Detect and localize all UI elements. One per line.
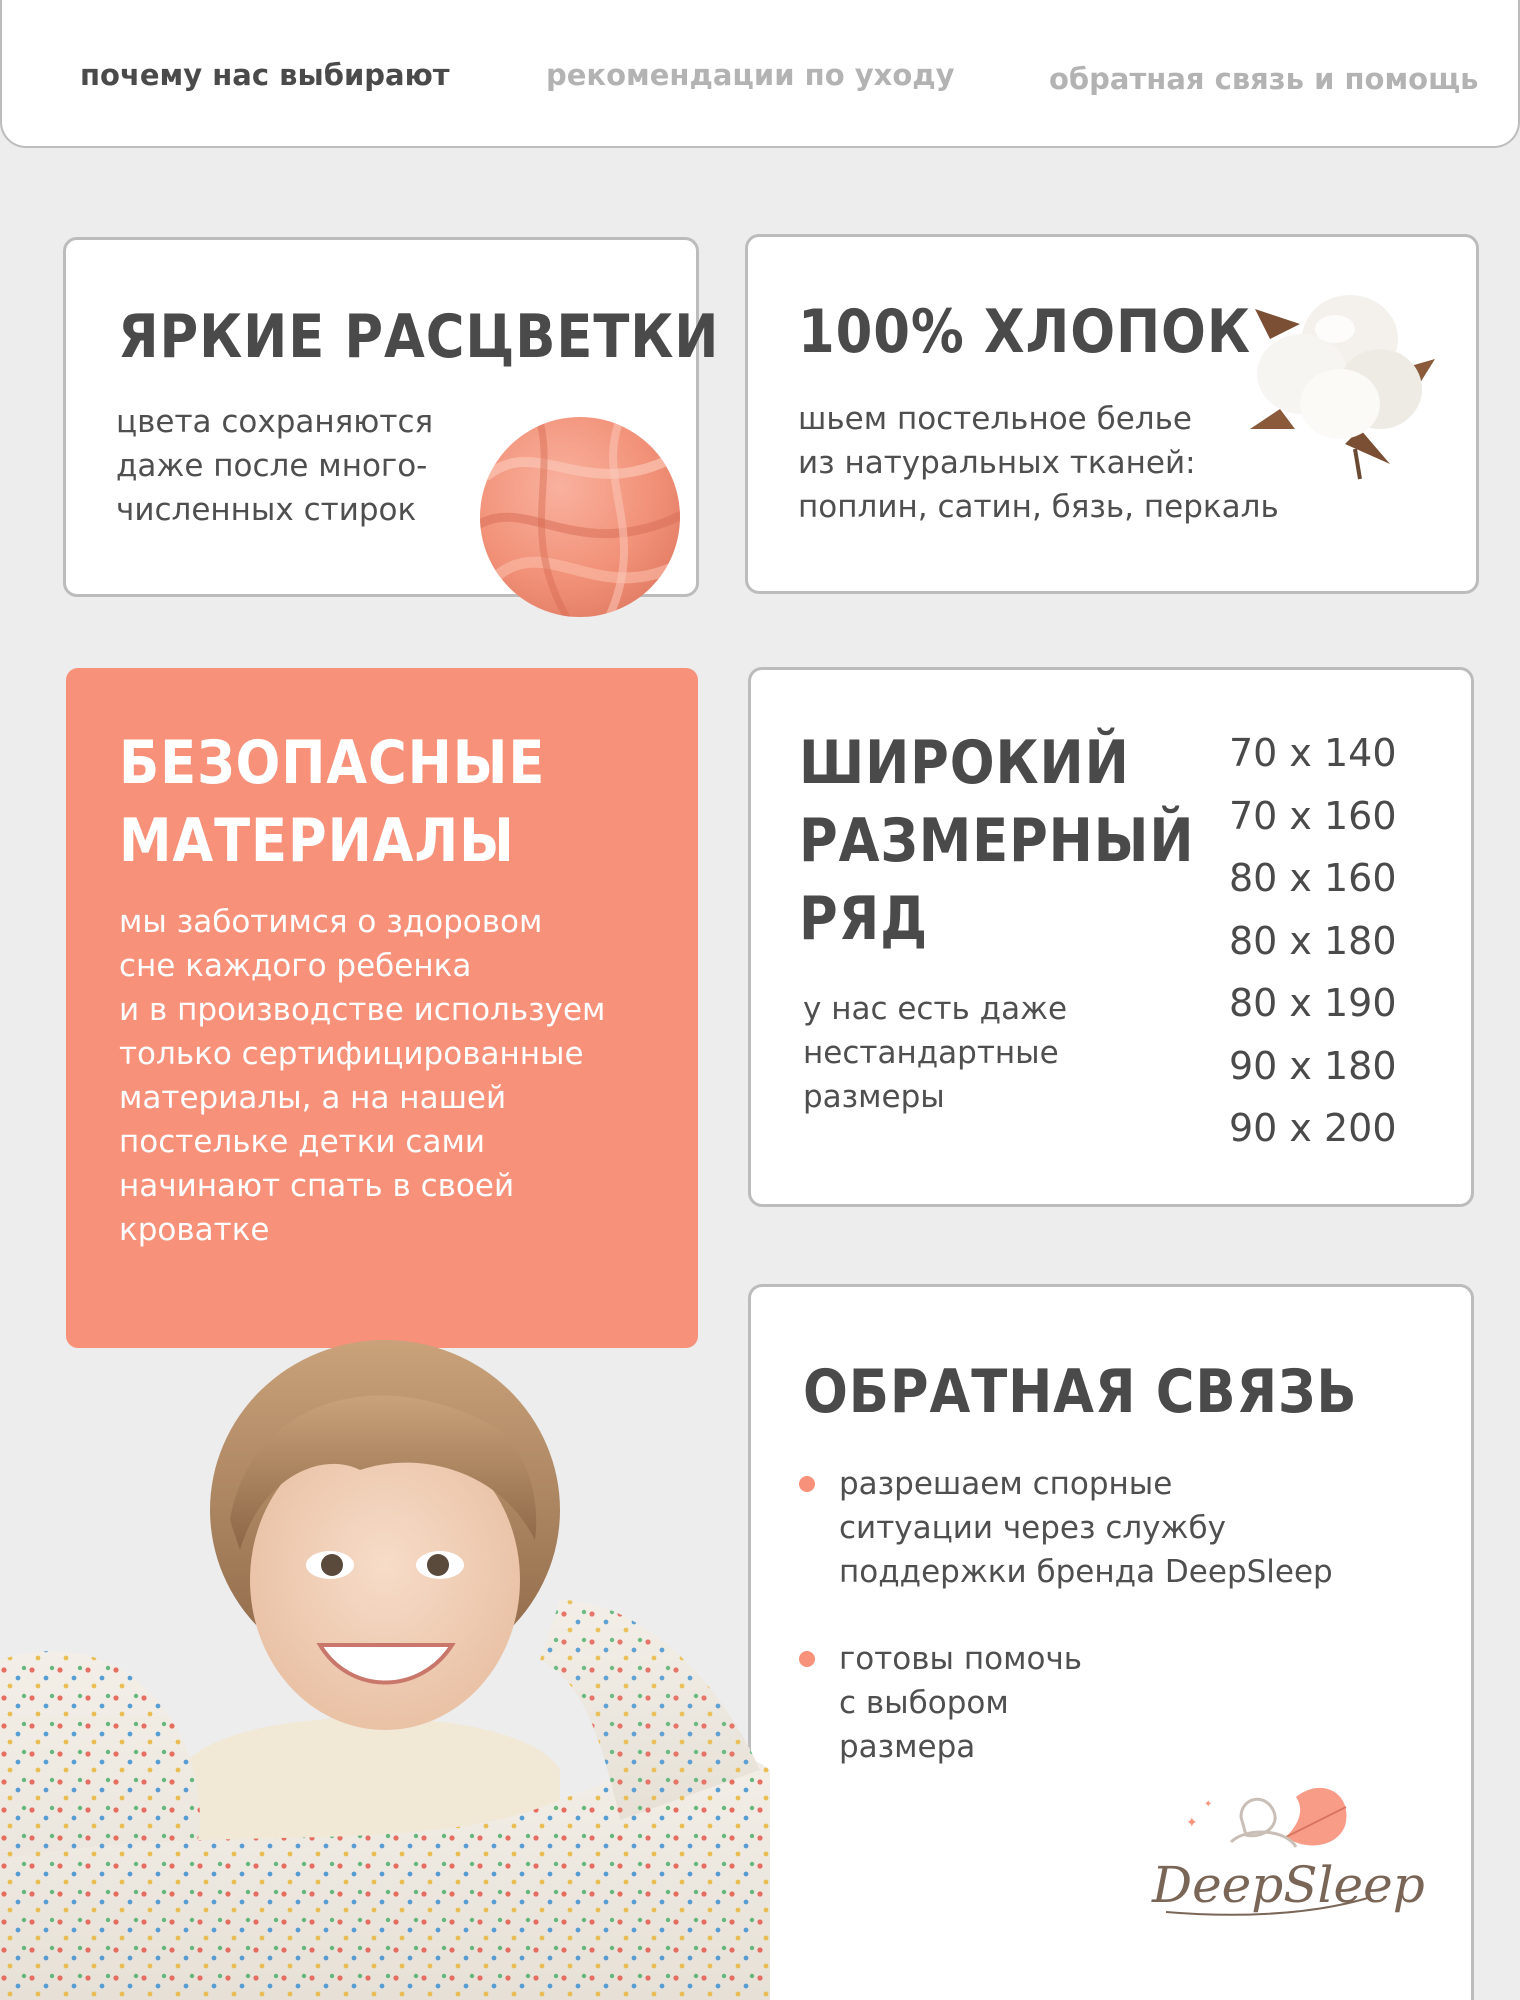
- feedback-title: ОБРАТНАЯ СВЯЗЬ: [803, 1357, 1358, 1427]
- bright-colors-text: цвета сохраняются даже после много- численных стирок: [116, 404, 434, 528]
- cotton-card: [745, 234, 1479, 594]
- cotton-text: шьем постельное белье из натуральных тканей: поплин, сатин, бязь, перкаль: [798, 401, 1279, 525]
- cotton-boll-image: [1240, 279, 1440, 479]
- bullet-dot-icon: [799, 1476, 815, 1492]
- bullet-dot-icon: [799, 1651, 815, 1667]
- feedback-bullet: [799, 1637, 1459, 1777]
- size-item: 90 x 180: [1229, 1043, 1397, 1088]
- tab-care-recommendations[interactable]: рекомендации по уходу: [546, 58, 955, 92]
- feedback-card: [748, 1284, 1474, 2000]
- safe-materials-card: [66, 668, 698, 1348]
- safe-materials-title-line2: МАТЕРИАЛЫ: [119, 806, 515, 876]
- size-list: [1229, 722, 1397, 1160]
- bright-colors-title: ЯРКИЕ РАСЦВЕТКИ: [118, 302, 720, 372]
- deepsleep-logo-text: DeepSleep: [1152, 1856, 1425, 1914]
- tab-why-us[interactable]: почему нас выбирают: [80, 58, 450, 92]
- sizes-title-line2: РАЗМЕРНЫЙ: [799, 806, 1195, 876]
- bright-colors-card: [63, 237, 720, 597]
- size-item: 80 x 160: [1229, 856, 1397, 900]
- feedback-bullet-text: разрешаем спорные ситуации через службу поддержки бренда DeepSleep: [839, 1466, 1333, 1590]
- sizes-title-line1: ШИРОКИЙ: [799, 728, 1130, 798]
- sizes-card: [748, 667, 1474, 1207]
- sizes-title-line3: РЯД: [799, 884, 929, 954]
- feedback-bullet: [799, 1462, 1459, 1602]
- svg-text:✦: ✦: [1186, 1815, 1198, 1831]
- size-item: 80 x 190: [1229, 981, 1397, 1025]
- sizes-text: у нас есть даже нестандартные размеры: [803, 991, 1068, 1115]
- cotton-title: 100% ХЛОПОК: [798, 297, 1251, 367]
- child-photo: [0, 1300, 770, 2000]
- top-navigation: [0, 0, 1520, 148]
- svg-text:✦: ✦: [1204, 1799, 1213, 1810]
- feedback-bullet-text: готовы помочь с выбором размера: [839, 1641, 1083, 1765]
- size-item: 70 x 160: [1229, 793, 1397, 838]
- deepsleep-logo: [1146, 1767, 1425, 1927]
- size-item: 70 x 140: [1229, 731, 1397, 775]
- size-item: 80 x 180: [1229, 918, 1397, 963]
- safe-materials-title-line1: БЕЗОПАСНЫЕ: [119, 728, 546, 798]
- fabric-image: [478, 415, 682, 619]
- size-item: 90 x 200: [1229, 1106, 1397, 1150]
- tab-feedback-help[interactable]: обратная связь и помощь: [1049, 62, 1479, 96]
- safe-materials-text: мы заботимся о здоровом сне каждого ребенка и в производстве используем только сертифицированные материалы, а на нашей постельке детки сами начинают спать в своей кроватке: [119, 904, 606, 1248]
